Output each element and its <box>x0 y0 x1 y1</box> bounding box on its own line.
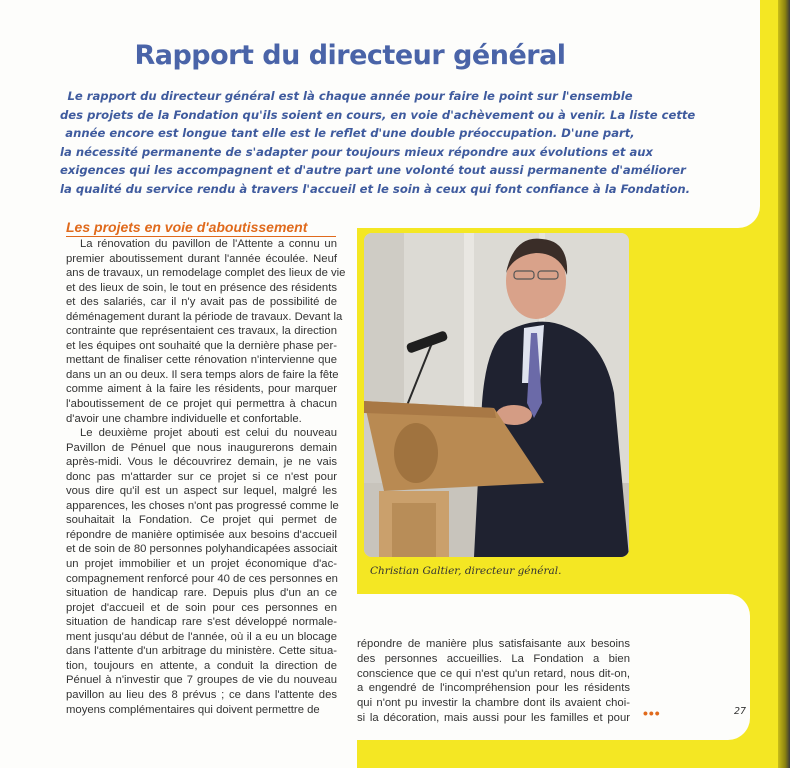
text-line: dans un an ou deux. Il sera temps alors de faire la fête <box>66 368 339 381</box>
text-line: vous dire qu'il est un aspect sur lequel, malgré les <box>66 485 337 498</box>
intro-line: Le rapport du directeur général est là chaque année pour faire le point sur l'ensemble <box>67 89 633 103</box>
text-line: conscience que ce qui n'est qu'un retard, nous dit-on, <box>357 667 630 680</box>
text-line: apparences, les choses n'ont pas progressé comme le <box>66 499 339 512</box>
body-column-2 <box>357 637 630 726</box>
text-line: Pénuel à n'investir que 7 groupes de vie du nouveau <box>66 674 337 687</box>
text-line: mettant de finaliser cette rénovation n'intervienne que <box>66 354 337 367</box>
intro-line: exigences qui les accompagnent et d'autre part une volonté tout aussi permanente d'améliorer <box>60 163 686 178</box>
text-line: moyens complémentaires qui doivent permettre de <box>66 703 320 716</box>
text-line: si la décoration, mais aussi pour les familles et pour <box>357 711 630 724</box>
text-line: et de soin de 80 personnes polyhandicapées associait <box>66 543 338 556</box>
text-line: premier aboutissement durant l'année écoulée. Neuf <box>66 252 337 265</box>
text-line: situation de handicap rare. Depuis plus d'un an ce <box>66 587 337 600</box>
text-line: tion, toujours en attente, a conduit la direction de <box>66 659 337 672</box>
page-edge-shadow <box>778 0 790 768</box>
text-line: situation de handicap rare s'est développé normale- <box>66 616 337 629</box>
text-line: ment jusqu'au début de l'année, où il a eu un blocage <box>66 630 337 643</box>
text-line: Pavillon de Pénuel que nous inaugurerons demain <box>66 441 337 454</box>
intro-line: des projets de la Fondation qu'ils soient en cours, en voie d'achèvement ou à venir. La liste cette <box>60 107 696 122</box>
text-line: a engendré de l'incompréhension pour les résidents <box>357 682 630 695</box>
text-line: souhaitait la Fondation. Ce projet qui permet de <box>66 514 337 527</box>
text-line: après-midi. Vous le découvrirez demain, je ne vais <box>66 456 337 469</box>
body-column-1 <box>66 237 346 717</box>
text-line: pavillon au lieu des 8 prévus ; ce dans l'attente des <box>66 688 337 701</box>
text-line: dans l'attente d'un arbitrage du ministère. Cette situa- <box>66 645 337 658</box>
text-line: répondre de manière plus satisfaisante aux besoins <box>357 638 630 650</box>
text-line: comme aiment à la faire les résidents, pour marquer <box>66 383 337 396</box>
text-line: compagnement renforcé pour 40 de ces personnes en <box>66 572 338 585</box>
text-line: La rénovation du pavillon de l'Attente a connu un <box>80 238 337 250</box>
text-line: Le deuxième projet abouti est celui du nouveau <box>80 427 337 440</box>
intro-line: la qualité du service rendu à travers l'accueil et le soin à ceux qui font confiance à la Fondation. <box>60 181 691 196</box>
text-line: un projet immobilier et un projet économique d'ac- <box>66 558 337 571</box>
speaker-illustration <box>364 233 629 557</box>
text-line: et les équipes ont souhaité que la dernière phase per- <box>66 339 337 352</box>
photo-caption: Christian Galtier, directeur général. <box>370 565 562 577</box>
page-number: 27 <box>734 706 747 717</box>
director-photo <box>364 233 629 557</box>
intro-paragraph <box>60 87 696 199</box>
text-line: ans de travaux, un remodelage complet des lieux de vie <box>66 267 346 280</box>
text-line: des personnes accueillies. La Fondation a bien <box>357 652 630 665</box>
text-line: contrainte que représentaient ces travaux, la direction <box>66 325 337 338</box>
text-line: et des salariés, car il n'y avait pas de possibilité de <box>66 296 337 309</box>
text-line: déménagement durant la période de travaux. Devant la <box>66 310 343 323</box>
text-line: donc pas m'attarder sur ce projet si ce n'est pour <box>66 470 337 483</box>
intro-line: année encore est longue tant elle est le reflet d'une double préoccupation. D'une part, <box>65 126 635 141</box>
text-line: répondre de manière optimisée aux besoins d'accueil <box>66 528 337 541</box>
text-line: l'aboutissement de ce projet qui permettra à chacun <box>66 398 337 411</box>
section-heading: Les projets en voie d'aboutissement <box>66 219 308 235</box>
intro-line: la nécessité permanente de s'adapter pour toujours mieux répondre aux évolutions et aux <box>60 144 654 159</box>
text-line: et des lieux de soin, le tout en présence des résidents <box>66 281 337 294</box>
text-line: d'avoir une chambre individuelle et confortable. <box>66 412 302 425</box>
page-title: Rapport du directeur général <box>134 40 566 71</box>
text-line: projet d'accueil et de soin pour ces personnes en <box>66 601 337 614</box>
text-line: qui n'ont pu investir la chambre dont ils avaient choi- <box>357 697 630 710</box>
decorative-dots: ••• <box>643 705 661 721</box>
